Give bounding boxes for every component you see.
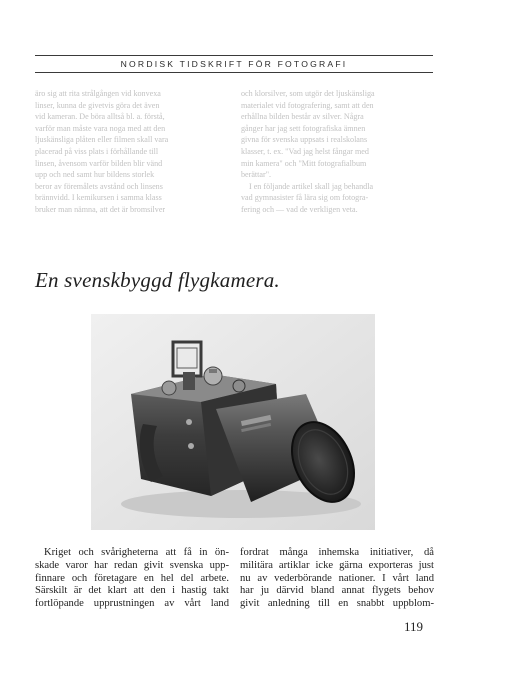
faint-line: ljuskänsliga plåten eller filmen skall vara [35, 135, 169, 145]
camera-photo [91, 314, 375, 530]
faint-line: I en följande artikel skall jag behandla [249, 181, 374, 191]
faint-line: bruker man nämna, att det är bromsilver [35, 204, 166, 214]
body-line: Särskilt är det klart att den i hastig takt [35, 585, 229, 597]
body-line: givit anledning till en snabbt uppblom- [240, 598, 434, 610]
page-number: 119 [404, 619, 424, 634]
faint-line: äro sig att rita strålgången vid konvexa [35, 89, 161, 98]
article-column-right [240, 547, 434, 611]
faint-line: erhållna bilden består av silver. Några [241, 112, 364, 122]
faint-column-right [241, 88, 434, 216]
aerial-camera-illustration [91, 314, 375, 530]
faint-line: beror av föremålets avstånd och linsens [35, 181, 163, 191]
faint-line: fering och — vad de verkligen veta. [241, 204, 358, 214]
body-line: fortlöpande upprustningen av vårt land [35, 598, 229, 610]
faint-line: linsen, åvensom varför bilden blir vänd [35, 158, 163, 168]
body-line: nu av vederbörande nationer. I vårt land [240, 572, 434, 584]
faint-line: placerad på viss plats i förhållande till [35, 146, 159, 156]
faint-line: givna för svenska uppsats i realskolans [241, 135, 368, 145]
body-line: skade varor har redan givit svenska upp- [35, 559, 229, 571]
faint-line: vad gymnasister få lära sig om fotogra- [241, 193, 369, 203]
body-line: militära artiklar icke gärna exporteras just [240, 559, 434, 571]
faint-line: upp och ned samt hur bildens storlek [35, 170, 155, 180]
faint-line: vid kameran. De böra alltså bl. a. förstå, [35, 112, 165, 122]
header-rule-top [35, 55, 433, 56]
faint-line: min kamera" och "Mitt fotografialbum [241, 158, 367, 168]
faint-line: gånger har jag sett fotografiska ämnen [241, 123, 366, 133]
faint-line: brännvidd. I kemikursen i samma klass [35, 193, 162, 203]
faint-line: linser, kunna de givetvis göra det även [35, 100, 160, 110]
body-line: fordrat många inhemska initiativer, då [240, 547, 434, 558]
header-rule-bottom [35, 72, 433, 73]
faint-line: varför man måste vara noga med att den [35, 123, 166, 133]
faint-line: och klorsilver, som utgör det ljuskänsliga [241, 89, 375, 98]
faint-line: klasser, t. ex. "Vad jag helst fångar med [241, 146, 369, 156]
faint-column-left [35, 88, 228, 216]
article-title: En svenskbyggd flygkamera. [35, 268, 280, 292]
running-header: NORDISK TIDSKRIFT FÖR FOTOGRAFI [120, 59, 348, 69]
body-line: finnare och företagare en hel del arbete. [35, 572, 229, 584]
body-line: har ju därvid bland annat flygets behov [240, 585, 434, 597]
article-column-left [35, 547, 229, 611]
faint-line: materialet vid fotografering, samt att den [241, 100, 374, 110]
body-line: Kriget och svårigheterna att få in ön- [44, 547, 229, 558]
faint-line: berättar". [241, 170, 272, 180]
